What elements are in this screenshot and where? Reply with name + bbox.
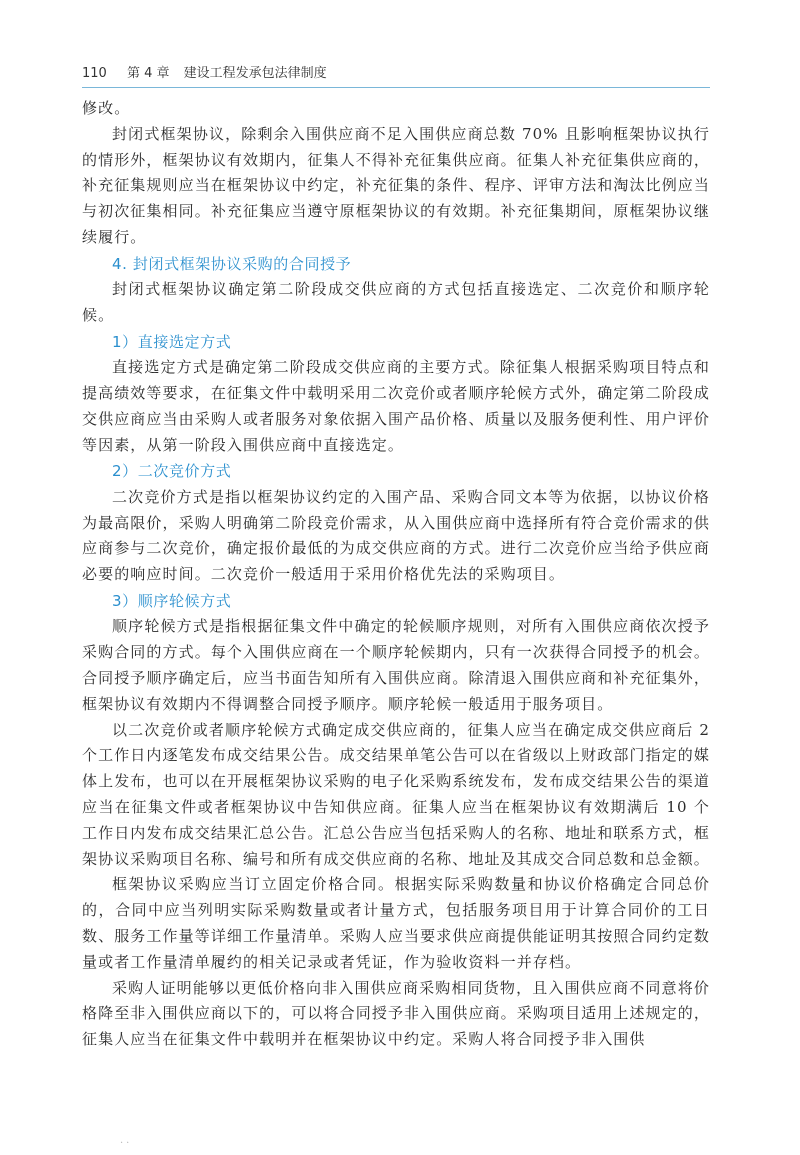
page-header: [82, 62, 710, 88]
paragraph-non-shortlisted-supplier: 采购人证明能够以更低价格向非入围供应商采购相同货物，且入围供应商不同意将价格降至非入围供应商以下的，可以将合同授予非入围供应商。采购项目适用上述规定的，征集人应当在征集文件中载明并在框架协议中约定。采购人将合同授予非入围供: [82, 978, 710, 1049]
paragraph-continuation: 修改。: [82, 99, 131, 117]
page-number: 110: [82, 66, 107, 81]
paragraph-award-methods: 封闭式框架协议确定第二阶段成交供应商的方式包括直接选定、二次竞价和顺序轮候。: [82, 280, 710, 324]
footer-mark: ··: [120, 1138, 133, 1149]
header-rule: [82, 87, 710, 88]
subheading-sequential-rotation: 3）顺序轮候方式: [112, 591, 232, 610]
subheading-secondary-bidding: 2）二次竞价方式: [112, 462, 232, 481]
paragraph-result-announcement: 以二次竞价或者顺序轮候方式确定成交供应商的，征集人应当在确定成交供应商后 2 个工作日内逐笔发布成交结果公告。成交结果单笔公告可以在省级以上财政部门指定的媒体上发布，也可以在开展框架协议采购的电子化采购系统发布，发布成交结果公告的渠道应当在征集文件或者框架协议中告知供应商。征集人应当在框架协议有效期满后 10 个工作日内发布成交结果汇总公告。汇总公告应当包括采购人的名称、地址和联系方式，框架协议采购项目名称、编号和所有成交供应商的名称、地址及其成交合同总数和总金额。: [82, 720, 710, 868]
paragraph-fixed-price-contract: 框架协议采购应当订立固定价格合同。根据实际采购数量和协议价格确定合同总价的，合同中应当列明实际采购数量或者计量方式，包括服务项目用于计算合同价的工日数、服务工作量等详细工作量清单。采购人应当要求供应商提供能证明其按照合同约定数量或者工作量清单履约的相关记录或者凭证，作为验收资料一并存档。: [82, 875, 710, 971]
paragraph-supplementary-collection: 封闭式框架协议，除剩余入围供应商不足入围供应商总数 70% 且影响框架协议执行的情形外，框架协议有效期内，征集人不得补充征集供应商。征集人补充征集供应商的，补充征集规则应当在框架协议中约定，补充征集的条件、程序、评审方法和淘汰比例应当与初次征集相同。补充征集应当遵守原框架协议的有效期。补充征集期间，原框架协议继续履行。: [82, 124, 710, 246]
paragraph-sequential-rotation: 顺序轮候方式是指根据征集文件中确定的轮候顺序规则，对所有入围供应商依次授予采购合同的方式。每个入围供应商在一个顺序轮候期内，只有一次获得合同授予的机会。合同授予顺序确定后，应当书面告知所有入围供应商。除清退入围供应商和补充征集外，框架协议有效期内不得调整合同授予顺序。顺序轮候一般适用于服务项目。: [82, 617, 710, 713]
paragraph-direct-selection: 直接选定方式是确定第二阶段成交供应商的主要方式。除征集人根据采购项目特点和提高绩效等要求，在征集文件中载明采用二次竞价或者顺序轮候方式外，确定第二阶段成交供应商应当由采购人或者服务对象依据入围产品价格、质量以及服务便利性、用户评价等因素，从第一阶段入围供应商中直接选定。: [82, 358, 710, 454]
subheading-direct-selection: 1）直接选定方式: [112, 332, 232, 351]
chapter-title: 建设工程发承包法律制度: [183, 66, 327, 81]
page-body: [82, 96, 710, 1053]
chapter-number: 第 4 章: [126, 66, 170, 81]
paragraph-secondary-bidding: 二次竞价方式是指以框架协议约定的入围产品、采购合同文本等为依据，以协议价格为最高限价，采购人明确第二阶段竞价需求，从入围供应商中选择所有符合竞价需求的供应商参与二次竞价，确定报价最低的为成交供应商的方式。进行二次竞价应当给予供应商必要的响应时间。二次竞价一般适用于采用价格优先法的采购项目。: [82, 487, 710, 584]
section-heading-contract-award: 4. 封闭式框架协议采购的合同授予: [112, 254, 352, 273]
